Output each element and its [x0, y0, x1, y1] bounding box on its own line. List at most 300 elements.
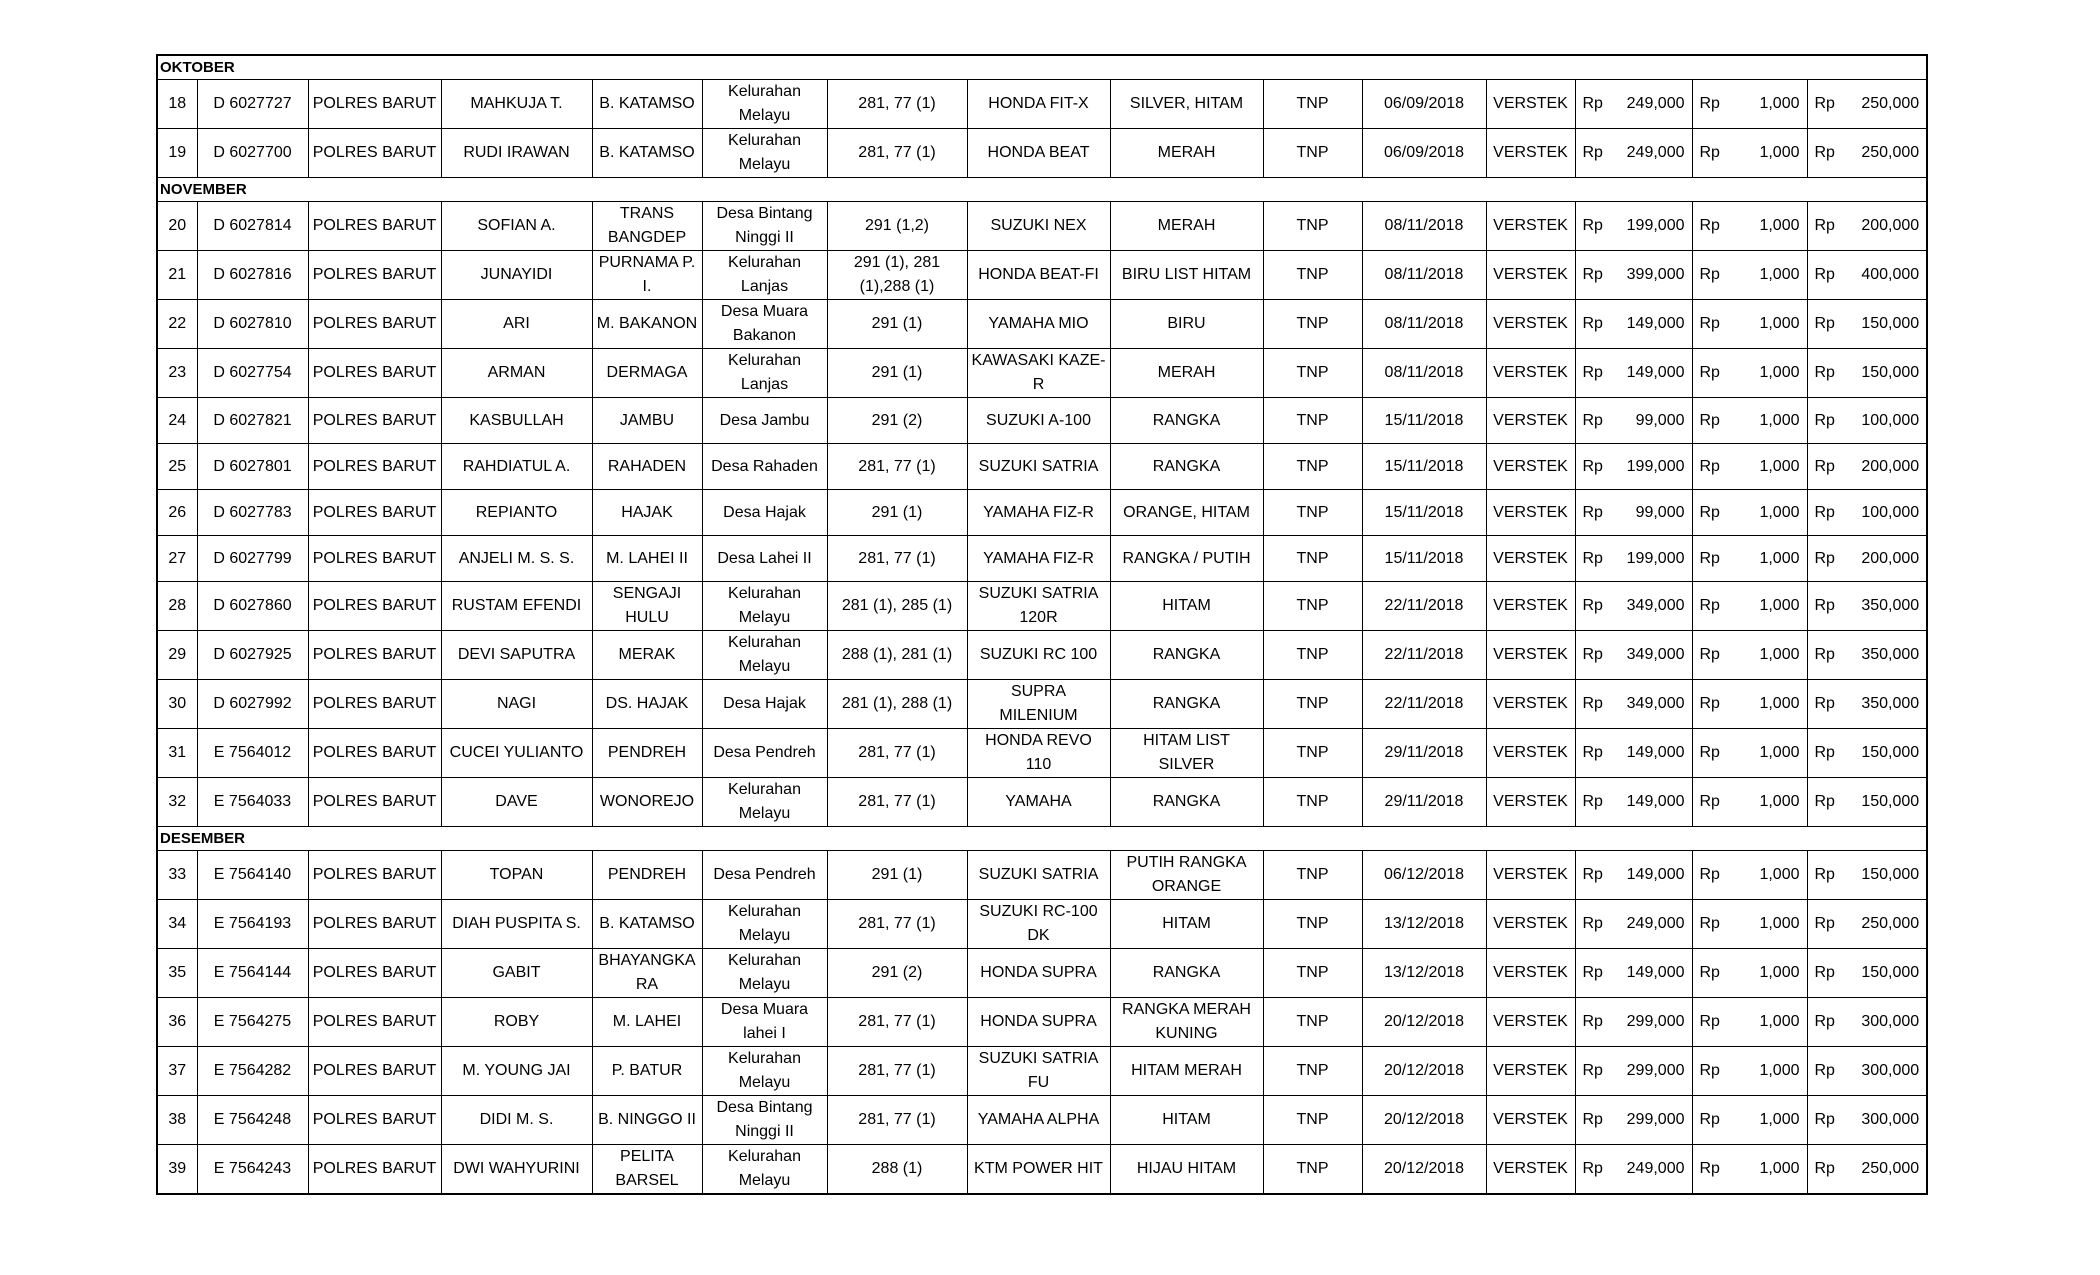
village-cell: Desa Bintang Ninggi II: [702, 1096, 827, 1145]
address-cell: RAHADEN: [592, 444, 702, 490]
total-amount-value: 300,000: [1861, 1013, 1920, 1030]
village-cell: Desa Hajak: [702, 490, 827, 536]
row-number-cell: 39: [157, 1145, 197, 1195]
agency-cell: POLRES BARUT: [308, 1096, 441, 1145]
row-number-cell: 30: [157, 680, 197, 729]
address-cell: DERMAGA: [592, 349, 702, 398]
total-amount-value: 350,000: [1861, 646, 1920, 663]
ticket-number-cell: D 6027821: [197, 398, 308, 444]
ticket-number-cell: D 6027700: [197, 129, 308, 178]
article-cell: 288 (1): [827, 1145, 967, 1195]
row-number-cell: 26: [157, 490, 197, 536]
row-number-cell: 25: [157, 444, 197, 490]
fine-amount-cell: [1575, 490, 1692, 536]
table-row: [157, 1096, 1927, 1145]
verdict-date-cell: 20/12/2018: [1362, 998, 1486, 1047]
table-row: [157, 900, 1927, 949]
court-fee-value: 1,000: [1759, 793, 1800, 810]
court-fee-cell: [1692, 998, 1807, 1047]
fine-amount-cell: [1575, 398, 1692, 444]
total-amount-value: 300,000: [1861, 1111, 1920, 1128]
currency-label: Rp: [1699, 793, 1720, 810]
article-cell: 281, 77 (1): [827, 729, 967, 778]
currency-label: Rp: [1814, 744, 1835, 761]
currency-label: Rp: [1814, 695, 1835, 712]
total-amount-cell: [1807, 778, 1927, 827]
table-row: [157, 680, 1927, 729]
currency-label: Rp: [1582, 597, 1603, 614]
verdict-type-cell: VERSTEK: [1486, 900, 1575, 949]
article-cell: 291 (2): [827, 949, 967, 998]
court-fee-value: 1,000: [1759, 457, 1800, 475]
vehicle-color-cell: MERAH: [1110, 349, 1263, 398]
total-amount-value: 150,000: [1861, 793, 1920, 810]
agency-cell: POLRES BARUT: [308, 582, 441, 631]
currency-label: Rp: [1582, 646, 1603, 663]
fine-amount-value: 99,000: [1635, 411, 1685, 429]
agency-cell: POLRES BARUT: [308, 778, 441, 827]
vehicle-color-cell: HIJAU HITAM: [1110, 1145, 1263, 1195]
fine-amount-value: 149,000: [1626, 793, 1685, 810]
currency-label: Rp: [1814, 915, 1835, 932]
row-number-cell: 31: [157, 729, 197, 778]
article-cell: 281, 77 (1): [827, 80, 967, 129]
currency-label: Rp: [1582, 503, 1603, 521]
village-cell: Kelurahan Melayu: [702, 582, 827, 631]
offender-name-cell: DAVE: [441, 778, 592, 827]
court-fee-value: 1,000: [1759, 503, 1800, 521]
total-amount-cell: [1807, 631, 1927, 680]
currency-label: Rp: [1699, 95, 1720, 112]
court-fee-cell: [1692, 490, 1807, 536]
village-cell: Desa Pendreh: [702, 851, 827, 900]
offender-name-cell: GABIT: [441, 949, 592, 998]
table-row: [157, 444, 1927, 490]
address-cell: HAJAK: [592, 490, 702, 536]
month-label: DESEMBER: [157, 827, 1927, 851]
currency-label: Rp: [1814, 964, 1835, 981]
verdict-type-cell: VERSTEK: [1486, 949, 1575, 998]
article-cell: 281, 77 (1): [827, 998, 967, 1047]
article-cell: 281, 77 (1): [827, 129, 967, 178]
verdict-type-cell: VERSTEK: [1486, 202, 1575, 251]
row-number-cell: 18: [157, 80, 197, 129]
address-cell: B. KATAMSO: [592, 900, 702, 949]
verdict-type-cell: VERSTEK: [1486, 398, 1575, 444]
agency-cell: POLRES BARUT: [308, 202, 441, 251]
fine-amount-value: 199,000: [1626, 217, 1685, 234]
table-row: [157, 300, 1927, 349]
currency-label: Rp: [1582, 695, 1603, 712]
fine-amount-value: 149,000: [1626, 964, 1685, 981]
total-amount-value: 150,000: [1861, 364, 1920, 381]
currency-label: Rp: [1814, 793, 1835, 810]
court-fee-value: 1,000: [1759, 549, 1800, 567]
verdict-type-cell: VERSTEK: [1486, 444, 1575, 490]
village-cell: Kelurahan Melayu: [702, 1145, 827, 1195]
currency-label: Rp: [1699, 503, 1720, 521]
verdict-date-cell: 20/12/2018: [1362, 1047, 1486, 1096]
total-amount-value: 200,000: [1861, 217, 1920, 234]
vehicle-color-cell: RANGKA: [1110, 680, 1263, 729]
court-fee-cell: [1692, 900, 1807, 949]
verdict-date-cell: 06/12/2018: [1362, 851, 1486, 900]
article-cell: 281, 77 (1): [827, 1096, 967, 1145]
ticket-number-cell: D 6027783: [197, 490, 308, 536]
vehicle-color-cell: PUTIH RANGKA ORANGE: [1110, 851, 1263, 900]
article-cell: 281, 77 (1): [827, 444, 967, 490]
court-fee-value: 1,000: [1759, 266, 1800, 283]
evidence-cell: TNP: [1263, 490, 1362, 536]
total-amount-value: 350,000: [1861, 597, 1920, 614]
ticket-number-cell: E 7564248: [197, 1096, 308, 1145]
currency-label: Rp: [1699, 549, 1720, 567]
court-fee-value: 1,000: [1759, 695, 1800, 712]
currency-label: Rp: [1699, 1062, 1720, 1079]
fine-amount-cell: [1575, 778, 1692, 827]
agency-cell: POLRES BARUT: [308, 300, 441, 349]
total-amount-cell: [1807, 202, 1927, 251]
evidence-cell: TNP: [1263, 729, 1362, 778]
verdict-date-cell: 08/11/2018: [1362, 300, 1486, 349]
village-cell: Kelurahan Melayu: [702, 949, 827, 998]
total-amount-cell: [1807, 490, 1927, 536]
verdict-date-cell: 08/11/2018: [1362, 349, 1486, 398]
currency-label: Rp: [1814, 457, 1835, 475]
total-amount-cell: [1807, 998, 1927, 1047]
fine-amount-cell: [1575, 202, 1692, 251]
village-cell: Kelurahan Melayu: [702, 129, 827, 178]
table-row: [157, 1145, 1927, 1195]
month-header-row: [157, 55, 1927, 80]
month-header-row: [157, 827, 1927, 851]
ticket-number-cell: D 6027816: [197, 251, 308, 300]
fine-amount-value: 99,000: [1635, 503, 1685, 521]
address-cell: P. BATUR: [592, 1047, 702, 1096]
village-cell: Kelurahan Melayu: [702, 778, 827, 827]
address-cell: WONOREJO: [592, 778, 702, 827]
table-row: [157, 129, 1927, 178]
table-row: [157, 778, 1927, 827]
currency-label: Rp: [1699, 1111, 1720, 1128]
month-label: NOVEMBER: [157, 178, 1927, 202]
currency-label: Rp: [1582, 549, 1603, 567]
verdict-type-cell: VERSTEK: [1486, 490, 1575, 536]
currency-label: Rp: [1699, 695, 1720, 712]
row-number-cell: 24: [157, 398, 197, 444]
fine-amount-value: 299,000: [1626, 1013, 1685, 1030]
fine-amount-value: 249,000: [1626, 144, 1685, 161]
currency-label: Rp: [1582, 217, 1603, 234]
agency-cell: POLRES BARUT: [308, 490, 441, 536]
table-row: [157, 582, 1927, 631]
article-cell: 281 (1), 285 (1): [827, 582, 967, 631]
court-fee-value: 1,000: [1759, 1013, 1800, 1030]
table-row: [157, 536, 1927, 582]
vehicle-color-cell: HITAM LIST SILVER: [1110, 729, 1263, 778]
total-amount-cell: [1807, 582, 1927, 631]
ticket-number-cell: D 6027799: [197, 536, 308, 582]
vehicle-color-cell: MERAH: [1110, 202, 1263, 251]
address-cell: PURNAMA P. I.: [592, 251, 702, 300]
total-amount-cell: [1807, 1096, 1927, 1145]
currency-label: Rp: [1699, 411, 1720, 429]
row-number-cell: 21: [157, 251, 197, 300]
agency-cell: POLRES BARUT: [308, 349, 441, 398]
court-fee-cell: [1692, 300, 1807, 349]
court-fee-value: 1,000: [1759, 964, 1800, 981]
evidence-cell: TNP: [1263, 1047, 1362, 1096]
ticket-number-cell: E 7564140: [197, 851, 308, 900]
agency-cell: POLRES BARUT: [308, 536, 441, 582]
vehicle-type-cell: SUZUKI NEX: [967, 202, 1110, 251]
agency-cell: POLRES BARUT: [308, 998, 441, 1047]
offender-name-cell: SOFIAN A.: [441, 202, 592, 251]
currency-label: Rp: [1814, 364, 1835, 381]
total-amount-cell: [1807, 851, 1927, 900]
vehicle-color-cell: HITAM: [1110, 900, 1263, 949]
vehicle-type-cell: SUZUKI SATRIA: [967, 444, 1110, 490]
total-amount-value: 150,000: [1861, 866, 1920, 883]
vehicle-color-cell: BIRU LIST HITAM: [1110, 251, 1263, 300]
currency-label: Rp: [1582, 95, 1603, 112]
month-header-row: [157, 178, 1927, 202]
address-cell: MERAK: [592, 631, 702, 680]
fine-amount-cell: [1575, 582, 1692, 631]
offender-name-cell: DWI WAHYURINI: [441, 1145, 592, 1195]
currency-label: Rp: [1582, 457, 1603, 475]
court-fee-value: 1,000: [1759, 95, 1800, 112]
currency-label: Rp: [1814, 597, 1835, 614]
currency-label: Rp: [1814, 1062, 1835, 1079]
court-fee-value: 1,000: [1759, 1160, 1800, 1177]
ticket-number-cell: E 7564243: [197, 1145, 308, 1195]
offender-name-cell: DIDI M. S.: [441, 1096, 592, 1145]
vehicle-type-cell: HONDA FIT-X: [967, 80, 1110, 129]
ticket-number-cell: D 6027754: [197, 349, 308, 398]
row-number-cell: 33: [157, 851, 197, 900]
fine-amount-value: 349,000: [1626, 597, 1685, 614]
verdict-date-cell: 29/11/2018: [1362, 729, 1486, 778]
verdict-type-cell: VERSTEK: [1486, 251, 1575, 300]
currency-label: Rp: [1814, 866, 1835, 883]
row-number-cell: 32: [157, 778, 197, 827]
village-cell: Desa Hajak: [702, 680, 827, 729]
address-cell: M. BAKANON: [592, 300, 702, 349]
verdict-type-cell: VERSTEK: [1486, 1096, 1575, 1145]
address-cell: SENGAJI HULU: [592, 582, 702, 631]
article-cell: 281, 77 (1): [827, 900, 967, 949]
address-cell: JAMBU: [592, 398, 702, 444]
address-cell: M. LAHEI: [592, 998, 702, 1047]
agency-cell: POLRES BARUT: [308, 729, 441, 778]
row-number-cell: 27: [157, 536, 197, 582]
address-cell: PENDREH: [592, 851, 702, 900]
article-cell: 291 (1,2): [827, 202, 967, 251]
total-amount-cell: [1807, 949, 1927, 998]
fine-amount-cell: [1575, 349, 1692, 398]
evidence-cell: TNP: [1263, 398, 1362, 444]
court-fee-cell: [1692, 680, 1807, 729]
verdict-type-cell: VERSTEK: [1486, 631, 1575, 680]
article-cell: 281, 77 (1): [827, 1047, 967, 1096]
vehicle-color-cell: BIRU: [1110, 300, 1263, 349]
village-cell: Desa Lahei II: [702, 536, 827, 582]
total-amount-cell: [1807, 729, 1927, 778]
article-cell: 291 (1): [827, 349, 967, 398]
verdict-type-cell: VERSTEK: [1486, 729, 1575, 778]
village-cell: Desa Muara lahei I: [702, 998, 827, 1047]
currency-label: Rp: [1699, 144, 1720, 161]
total-amount-value: 100,000: [1861, 411, 1920, 429]
court-fee-value: 1,000: [1759, 597, 1800, 614]
row-number-cell: 38: [157, 1096, 197, 1145]
table-row: [157, 949, 1927, 998]
vehicle-color-cell: RANGKA: [1110, 949, 1263, 998]
table-row: [157, 398, 1927, 444]
court-fee-value: 1,000: [1759, 315, 1800, 332]
total-amount-cell: [1807, 1047, 1927, 1096]
total-amount-value: 250,000: [1861, 144, 1920, 161]
total-amount-value: 350,000: [1861, 695, 1920, 712]
vehicle-type-cell: KTM POWER HIT: [967, 1145, 1110, 1195]
court-fee-value: 1,000: [1759, 1111, 1800, 1128]
vehicle-color-cell: SILVER, HITAM: [1110, 80, 1263, 129]
table-row: [157, 851, 1927, 900]
verdict-date-cell: 06/09/2018: [1362, 80, 1486, 129]
fine-amount-cell: [1575, 900, 1692, 949]
table-row: [157, 490, 1927, 536]
month-label: OKTOBER: [157, 55, 1927, 80]
offender-name-cell: JUNAYIDI: [441, 251, 592, 300]
evidence-cell: TNP: [1263, 251, 1362, 300]
court-fee-cell: [1692, 582, 1807, 631]
currency-label: Rp: [1699, 1013, 1720, 1030]
address-cell: TRANS BANGDEP: [592, 202, 702, 251]
article-cell: 291 (1), 281 (1),288 (1): [827, 251, 967, 300]
vehicle-type-cell: SUZUKI A-100: [967, 398, 1110, 444]
total-amount-cell: [1807, 251, 1927, 300]
fine-amount-cell: [1575, 729, 1692, 778]
agency-cell: POLRES BARUT: [308, 949, 441, 998]
total-amount-value: 150,000: [1861, 744, 1920, 761]
verdict-date-cell: 20/12/2018: [1362, 1145, 1486, 1195]
fine-amount-cell: [1575, 998, 1692, 1047]
fine-amount-value: 249,000: [1626, 915, 1685, 932]
village-cell: Desa Bintang Ninggi II: [702, 202, 827, 251]
offender-name-cell: ROBY: [441, 998, 592, 1047]
evidence-cell: TNP: [1263, 582, 1362, 631]
vehicle-type-cell: YAMAHA FIZ-R: [967, 536, 1110, 582]
address-cell: B. KATAMSO: [592, 80, 702, 129]
vehicle-type-cell: HONDA SUPRA: [967, 949, 1110, 998]
court-fee-value: 1,000: [1759, 1062, 1800, 1079]
court-fee-cell: [1692, 1096, 1807, 1145]
offender-name-cell: ANJELI M. S. S.: [441, 536, 592, 582]
table-row: [157, 80, 1927, 129]
currency-label: Rp: [1699, 964, 1720, 981]
ticket-number-cell: D 6027814: [197, 202, 308, 251]
address-cell: DS. HAJAK: [592, 680, 702, 729]
vehicle-color-cell: HITAM: [1110, 1096, 1263, 1145]
vehicle-type-cell: SUZUKI SATRIA: [967, 851, 1110, 900]
fine-amount-cell: [1575, 631, 1692, 680]
currency-label: Rp: [1582, 411, 1603, 429]
total-amount-cell: [1807, 900, 1927, 949]
agency-cell: POLRES BARUT: [308, 398, 441, 444]
vehicle-type-cell: HONDA BEAT: [967, 129, 1110, 178]
fine-amount-value: 399,000: [1626, 266, 1685, 283]
verdict-date-cell: 13/12/2018: [1362, 900, 1486, 949]
fine-amount-cell: [1575, 251, 1692, 300]
total-amount-value: 250,000: [1861, 1160, 1920, 1177]
fine-amount-value: 349,000: [1626, 646, 1685, 663]
ticket-number-cell: E 7564282: [197, 1047, 308, 1096]
row-number-cell: 37: [157, 1047, 197, 1096]
ticket-number-cell: D 6027801: [197, 444, 308, 490]
court-fee-cell: [1692, 1145, 1807, 1195]
ticket-number-cell: D 6027727: [197, 80, 308, 129]
court-fee-value: 1,000: [1759, 411, 1800, 429]
court-fee-cell: [1692, 851, 1807, 900]
verdict-date-cell: 15/11/2018: [1362, 398, 1486, 444]
currency-label: Rp: [1699, 266, 1720, 283]
total-amount-value: 300,000: [1861, 1062, 1920, 1079]
vehicle-type-cell: HONDA REVO 110: [967, 729, 1110, 778]
offender-name-cell: MAHKUJA T.: [441, 80, 592, 129]
currency-label: Rp: [1814, 503, 1835, 521]
table-row: [157, 1047, 1927, 1096]
evidence-cell: TNP: [1263, 80, 1362, 129]
verdict-type-cell: VERSTEK: [1486, 778, 1575, 827]
currency-label: Rp: [1699, 866, 1720, 883]
vehicle-color-cell: HITAM: [1110, 582, 1263, 631]
verdict-type-cell: VERSTEK: [1486, 349, 1575, 398]
table-row: [157, 729, 1927, 778]
fine-amount-cell: [1575, 536, 1692, 582]
fine-amount-value: 299,000: [1626, 1062, 1685, 1079]
verdict-type-cell: VERSTEK: [1486, 1047, 1575, 1096]
article-cell: 291 (1): [827, 490, 967, 536]
table-row: [157, 349, 1927, 398]
offender-name-cell: RUDI IRAWAN: [441, 129, 592, 178]
vehicle-type-cell: SUZUKI RC-100 DK: [967, 900, 1110, 949]
verdict-type-cell: VERSTEK: [1486, 851, 1575, 900]
evidence-cell: TNP: [1263, 998, 1362, 1047]
currency-label: Rp: [1814, 549, 1835, 567]
vehicle-color-cell: RANGKA: [1110, 631, 1263, 680]
evidence-cell: TNP: [1263, 300, 1362, 349]
court-fee-cell: [1692, 536, 1807, 582]
verdict-date-cell: 22/11/2018: [1362, 631, 1486, 680]
offender-name-cell: REPIANTO: [441, 490, 592, 536]
ticket-number-cell: E 7564144: [197, 949, 308, 998]
evidence-cell: TNP: [1263, 851, 1362, 900]
court-fee-value: 1,000: [1759, 217, 1800, 234]
fine-amount-value: 149,000: [1626, 866, 1685, 883]
fine-amount-value: 249,000: [1626, 1160, 1685, 1177]
total-amount-value: 400,000: [1861, 266, 1920, 283]
evidence-cell: TNP: [1263, 631, 1362, 680]
agency-cell: POLRES BARUT: [308, 1145, 441, 1195]
village-cell: Desa Jambu: [702, 398, 827, 444]
court-fee-value: 1,000: [1759, 144, 1800, 161]
court-fee-value: 1,000: [1759, 866, 1800, 883]
verdict-type-cell: VERSTEK: [1486, 1145, 1575, 1195]
total-amount-cell: [1807, 1145, 1927, 1195]
verdict-type-cell: VERSTEK: [1486, 680, 1575, 729]
vehicle-type-cell: HONDA SUPRA: [967, 998, 1110, 1047]
